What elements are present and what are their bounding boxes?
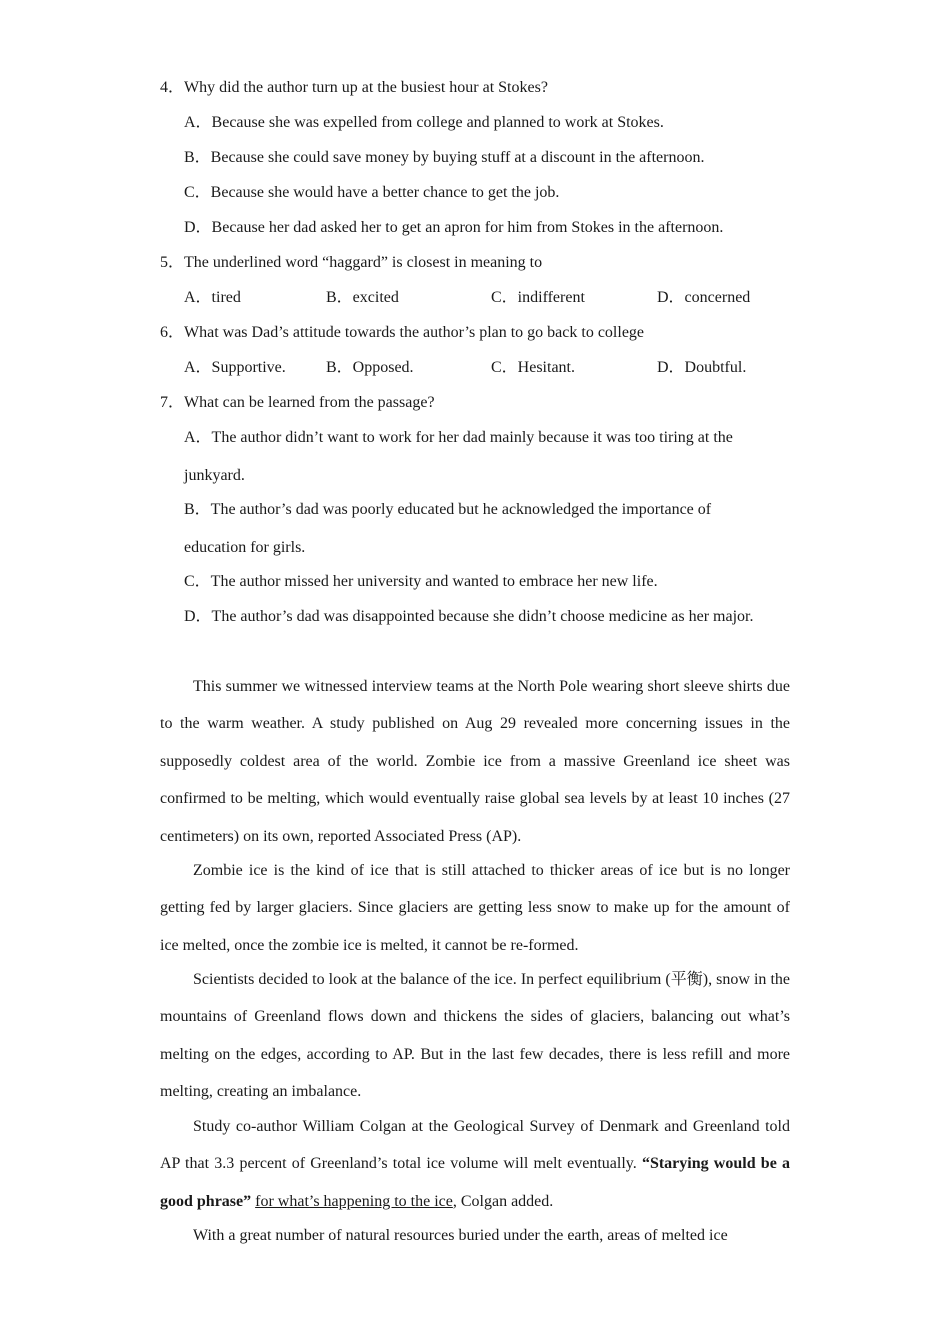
question-5-stem: 5．The underlined word “haggard” is closest in meaning to — [160, 254, 543, 271]
question-6-option-b: B．Opposed. — [326, 359, 414, 376]
passage-paragraph-3: Scientists decided to look at the balance of the ice. In perfect equilibrium (平衡), snow in the mountains of Greenland flows down and thickens the sides of glaciers, balancing out what’s melting on the edges, according to AP. But in the last few decades, there is less refill and more melting, creating an imbalance. — [160, 971, 790, 1101]
question-4-stem: 4．Why did the author turn up at the busiest hour at Stokes? — [160, 79, 548, 96]
question-7-option-a-line-2: junkyard. — [184, 467, 245, 484]
question-6-stem: 6．What was Dad’s attitude towards the author’s plan to go back to college — [160, 324, 645, 341]
question-5-option-d: D．concerned — [657, 289, 751, 306]
underlined-phrase: for what’s happening to the ice — [255, 1192, 453, 1210]
passage-paragraph-1: This summer we witnessed interview teams at the North Pole wearing short sleeve shirts due to the warm weather. A study published on Aug 29 revealed more concerning issues in the supposedly coldest area of the world. Zombie ice from a massive Greenland ice sheet was confirmed to be melting, which would eventually raise global sea levels by at least 10 inches (27 centimeters) on its own, reported Associated Press (AP). — [160, 678, 790, 845]
question-7-option-d: D．The author’s dad was disappointed because she didn’t choose medicine as her major. — [184, 608, 754, 625]
quoted-phrase-bold: “Starying would be a good phrase” — [160, 1155, 790, 1210]
passage-paragraph-2: Zombie ice is the kind of ice that is still attached to thicker areas of ice but is no longer getting fed by larger glaciers. Since glaciers are getting less snow to make up for the amount of ice melted, once the zombie ice is melted, it cannot be re-formed. — [160, 862, 790, 954]
question-7-option-c: C．The author missed her university and wanted to embrace her new life. — [184, 573, 658, 590]
paragraph-4-text: Study co-author William Colgan at the Geological Survey of Denmark and Greenland told AP that 3.3 percent of Greenland’s total ice volume will melt eventually. — [160, 1118, 790, 1173]
question-6-option-c: C．Hesitant. — [491, 359, 575, 376]
question-4-option-c: C．Because she would have a better chance to get the job. — [184, 184, 560, 201]
question-7-option-a-line-1: A．The author didn’t want to work for her dad mainly because it was too tiring at the — [184, 429, 733, 446]
question-5-option-a: A．tired — [184, 289, 241, 306]
question-5-option-b: B．excited — [326, 289, 399, 306]
question-7-option-b-line-2: education for girls. — [184, 539, 306, 556]
question-6-option-a: A．Supportive. — [184, 359, 286, 376]
question-4-option-d: D．Because her dad asked her to get an apron for him from Stokes in the afternoon. — [184, 219, 724, 236]
question-7-stem: 7．What can be learned from the passage? — [160, 394, 435, 411]
question-4-option-a: A．Because she was expelled from college and planned to work at Stokes. — [184, 114, 664, 131]
question-5-option-c: C．indifferent — [491, 289, 585, 306]
passage-paragraph-4 — [160, 1108, 790, 1220]
passage-paragraph-5: With a great number of natural resources buried under the earth, areas of melted ice — [193, 1227, 728, 1244]
question-7-option-b-line-1: B．The author’s dad was poorly educated but he acknowledged the importance of — [184, 501, 712, 518]
question-4-option-b: B．Because she could save money by buying stuff at a discount in the afternoon. — [184, 149, 705, 166]
paragraph-4-end: , Colgan added. — [452, 1192, 554, 1210]
question-6-option-d: D．Doubtful. — [657, 359, 747, 376]
